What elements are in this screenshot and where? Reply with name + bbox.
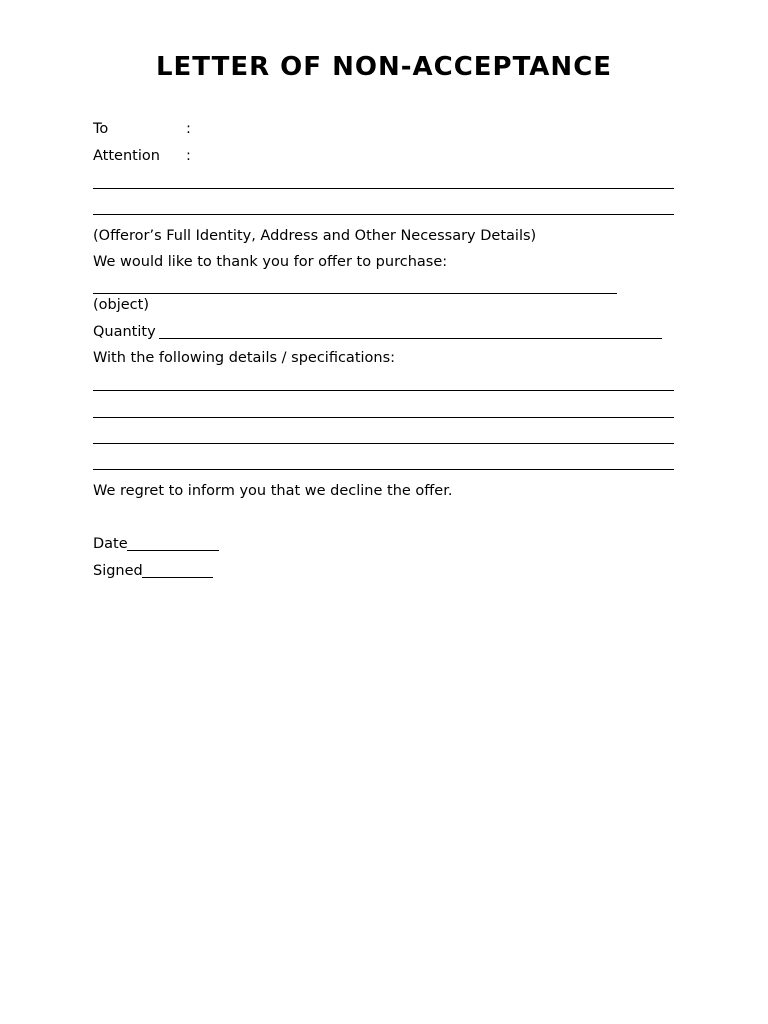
letter-title: LETTER OF NON-ACCEPTANCE (155, 52, 613, 82)
attention-label: Attention (93, 148, 160, 164)
specification-blank-line-2 (93, 417, 674, 418)
signed-label: Signed (93, 563, 143, 579)
specification-blank-line-3 (93, 443, 674, 444)
to-colon: : (186, 121, 191, 137)
address-blank-line-2 (93, 214, 674, 215)
object-blank-line (93, 293, 617, 294)
quantity-label: Quantity (93, 324, 156, 340)
quantity-blank-line (159, 338, 662, 339)
thank-paragraph: We would like to thank you for offer to purchase: (93, 254, 448, 270)
identity-note: (Offeror’s Full Identity, Address and Other Necessary Details) (93, 228, 537, 244)
specification-blank-line-1 (93, 390, 674, 391)
details-paragraph: With the following details / specifications: (93, 350, 396, 366)
specification-blank-line-4 (93, 469, 674, 470)
to-label: To (93, 121, 109, 137)
signed-blank-line (142, 577, 213, 578)
regret-paragraph: We regret to inform you that we decline the offer. (93, 483, 453, 499)
date-label: Date (93, 536, 128, 552)
object-label: (object) (93, 297, 149, 313)
address-blank-line-1 (93, 188, 674, 189)
date-blank-line (127, 550, 219, 551)
attention-colon: : (186, 148, 191, 164)
